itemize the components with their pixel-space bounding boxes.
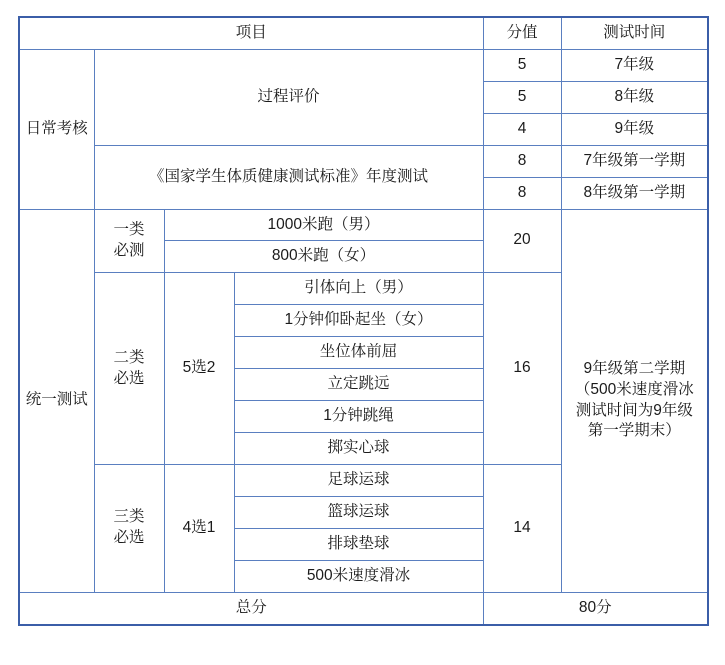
item-cell: 引体向上（男） [234, 273, 483, 305]
total-value: 80分 [483, 592, 708, 624]
score-cell: 20 [483, 209, 561, 273]
item-cell: 1000米跑（男） [164, 209, 483, 241]
time-cell: 9年级 [561, 113, 708, 145]
time-cell: 8年级 [561, 81, 708, 113]
item-cell: 1分钟跳绳 [234, 401, 483, 433]
table-header-row [19, 17, 708, 49]
time-line: 9年级第二学期 [583, 359, 686, 377]
section-label-daily: 日常考核 [19, 49, 94, 209]
time-cell: 7年级第一学期 [561, 145, 708, 177]
category-line: 必选 [113, 529, 145, 547]
category-cell-second [94, 273, 164, 465]
assessment-table [18, 16, 709, 626]
group-name-national-standard: 《国家学生体质健康测试标准》年度测试 [94, 145, 483, 209]
section-label-unified: 统一测试 [19, 209, 94, 592]
time-line: 测试时间为9年级 [575, 401, 693, 419]
header-score: 分值 [483, 17, 561, 49]
item-cell: 500米速度滑冰 [234, 560, 483, 592]
time-line: 第一学期末） [587, 422, 681, 440]
table-row [19, 209, 708, 241]
item-cell: 足球运球 [234, 464, 483, 496]
table-row [19, 145, 708, 177]
time-cell: 8年级第一学期 [561, 177, 708, 209]
item-cell: 1分钟仰卧起坐（女） [234, 305, 483, 337]
group-name-process-eval: 过程评价 [94, 49, 483, 145]
time-line: （500米速度滑冰 [574, 380, 694, 398]
time-cell: 7年级 [561, 49, 708, 81]
item-cell: 坐位体前屈 [234, 337, 483, 369]
category-cell-first [94, 209, 164, 273]
choice-cell-second: 5选2 [164, 273, 234, 465]
total-label: 总分 [19, 592, 483, 624]
item-cell: 立定跳远 [234, 369, 483, 401]
header-time: 测试时间 [561, 17, 708, 49]
header-item: 项目 [19, 17, 483, 49]
score-cell: 8 [483, 145, 561, 177]
item-cell: 800米跑（女） [164, 241, 483, 273]
table-row [19, 49, 708, 81]
category-line: 必选 [113, 369, 145, 387]
choice-cell-third: 4选1 [164, 464, 234, 592]
category-line: 必测 [113, 241, 145, 259]
score-cell: 5 [483, 49, 561, 81]
score-cell: 14 [483, 464, 561, 592]
category-line: 三类 [113, 508, 145, 526]
time-cell-unified [561, 209, 708, 592]
score-cell: 5 [483, 81, 561, 113]
item-cell: 篮球运球 [234, 496, 483, 528]
category-line: 一类 [113, 221, 145, 239]
item-cell: 掷实心球 [234, 432, 483, 464]
total-row [19, 592, 708, 624]
score-cell: 8 [483, 177, 561, 209]
score-cell: 4 [483, 113, 561, 145]
item-cell: 排球垫球 [234, 528, 483, 560]
category-line: 二类 [113, 348, 145, 366]
score-cell: 16 [483, 273, 561, 465]
category-cell-third [94, 464, 164, 592]
